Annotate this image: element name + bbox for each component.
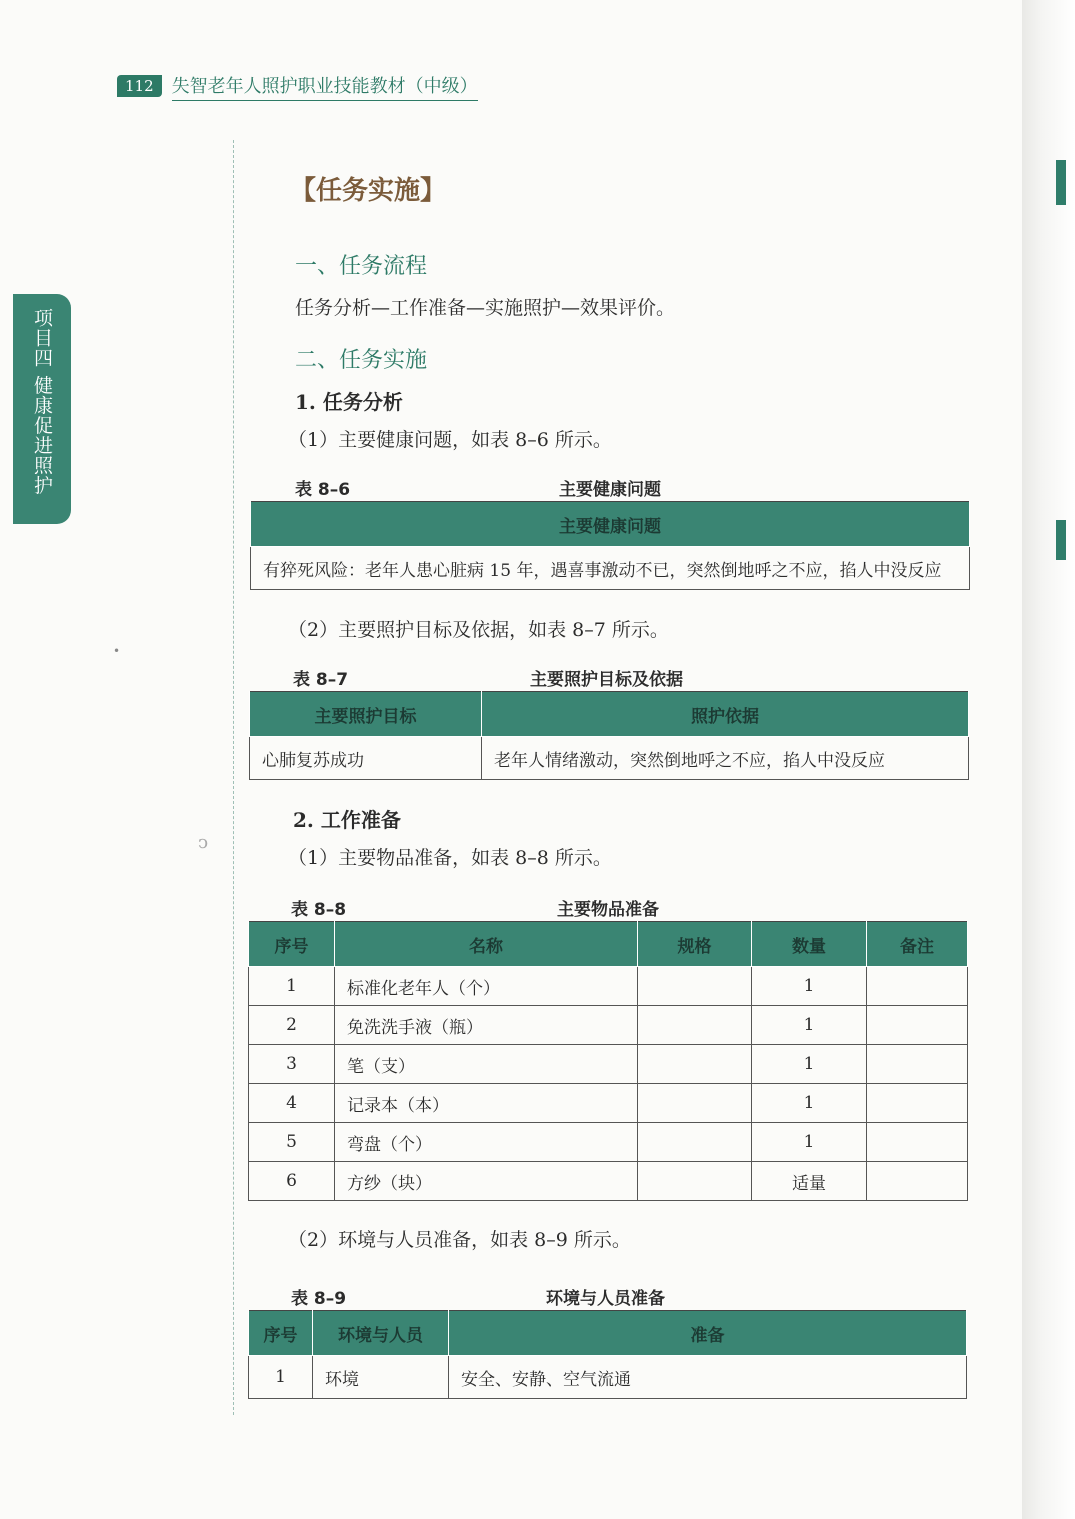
table89-title: 环境与人员准备 [546, 1289, 665, 1309]
table-row [249, 1356, 967, 1399]
table88-cell [867, 967, 968, 1006]
table88-cell [867, 1123, 968, 1162]
table87-header: 照护依据 [482, 692, 969, 737]
table88-cell [638, 1162, 752, 1201]
part2-heading: 二、任务实施 [295, 348, 428, 373]
table-row [249, 967, 968, 1006]
table88-cell: 适量 [752, 1162, 867, 1201]
step2-heading: 2. 工作准备 [293, 808, 401, 832]
table88-cell: 1 [752, 967, 867, 1006]
table87-title: 主要照护目标及依据 [530, 670, 683, 690]
chapter-side-tab [13, 294, 71, 524]
table-row [249, 1162, 968, 1201]
table87-cell: 老年人情绪激动，突然倒地呼之不应，掐人中没反应 [482, 737, 969, 780]
table88-title: 主要物品准备 [557, 900, 659, 920]
table86-cell: 有猝死风险：老年人患心脏病 15 年，遇喜事激动不已，突然倒地呼之不应，掐人中没反应 [251, 547, 970, 590]
table89-number: 表 8–9 [291, 1289, 347, 1309]
table88-cell: 1 [752, 1084, 867, 1123]
table88-cell [867, 1162, 968, 1201]
table-row [249, 1045, 968, 1084]
table89-header: 准备 [449, 1311, 967, 1356]
table86-title: 主要健康问题 [559, 480, 661, 500]
edge-thumb-tab [1056, 160, 1066, 205]
table88-header: 名称 [335, 922, 638, 967]
table88-cell [867, 1006, 968, 1045]
table88-cell [867, 1084, 968, 1123]
table88-cell [638, 1084, 752, 1123]
table87-number: 表 8–7 [293, 670, 349, 690]
table88-cell: 弯盘（个） [335, 1123, 638, 1162]
table89-cell: 1 [249, 1356, 313, 1399]
step1-sub2: （2）主要照护目标及依据，如表 8–7 所示。 [288, 619, 669, 641]
table88-cell [638, 967, 752, 1006]
table88-cell: 5 [249, 1123, 335, 1162]
table89-cell: 环境 [313, 1356, 449, 1399]
book-title: 失智老年人照护职业技能教材（中级） [172, 72, 478, 101]
table89-header: 序号 [249, 1311, 313, 1356]
section-title: 【任务实施】 [290, 176, 447, 206]
table-row [249, 1123, 968, 1162]
table88-cell: 2 [249, 1006, 335, 1045]
table88-cell: 1 [752, 1045, 867, 1084]
table89-header: 环境与人员 [313, 1311, 449, 1356]
part1-text: 任务分析—工作准备—实施照护—效果评价。 [295, 297, 676, 319]
table86-number: 表 8–6 [295, 480, 351, 500]
table88-cell [638, 1123, 752, 1162]
table88-cell: 方纱（块） [335, 1162, 638, 1201]
table-8-9 [248, 1310, 967, 1399]
chapter-side-tab-label: 项目四 健康促进照护 [31, 308, 53, 496]
table88-cell: 1 [752, 1123, 867, 1162]
table88-cell: 免洗洗手液（瓶） [335, 1006, 638, 1045]
step2-sub1: （1）主要物品准备，如表 8–8 所示。 [288, 847, 612, 869]
table-8-6 [250, 501, 970, 590]
table-row [249, 1006, 968, 1045]
table88-header: 序号 [249, 922, 335, 967]
step1-sub1: （1）主要健康问题，如表 8–6 所示。 [288, 429, 612, 451]
step2-sub2: （2）环境与人员准备，如表 8–9 所示。 [288, 1229, 631, 1251]
table88-cell: 1 [249, 967, 335, 1006]
table87-cell: 心肺复苏成功 [250, 737, 482, 780]
table87-header: 主要照护目标 [250, 692, 482, 737]
table86-header: 主要健康问题 [251, 502, 970, 547]
table88-cell [638, 1006, 752, 1045]
page-edge-shadow [1022, 0, 1075, 1519]
running-header [117, 72, 478, 100]
table88-cell [867, 1045, 968, 1084]
table88-cell: 3 [249, 1045, 335, 1084]
table88-cell [638, 1045, 752, 1084]
table88-header: 备注 [867, 922, 968, 967]
part1-heading: 一、任务流程 [295, 254, 428, 279]
scan-speck: • [113, 644, 121, 658]
table-8-8 [248, 921, 968, 1201]
scan-speck: ↄ [198, 832, 209, 853]
table88-cell: 1 [752, 1006, 867, 1045]
margin-dashed-line [233, 140, 234, 1415]
page-number: 112 [117, 75, 162, 97]
table88-number: 表 8–8 [291, 900, 347, 920]
step1-heading: 1. 任务分析 [295, 390, 403, 414]
table89-cell: 安全、安静、空气流通 [449, 1356, 967, 1399]
table88-cell: 6 [249, 1162, 335, 1201]
table-8-7 [249, 691, 969, 780]
table88-cell: 标准化老年人（个） [335, 967, 638, 1006]
table88-cell: 笔（支） [335, 1045, 638, 1084]
table-row [249, 1084, 968, 1123]
edge-thumb-tab [1056, 520, 1066, 560]
table88-cell: 4 [249, 1084, 335, 1123]
table88-cell: 记录本（本） [335, 1084, 638, 1123]
table88-header: 规格 [638, 922, 752, 967]
table88-header: 数量 [752, 922, 867, 967]
